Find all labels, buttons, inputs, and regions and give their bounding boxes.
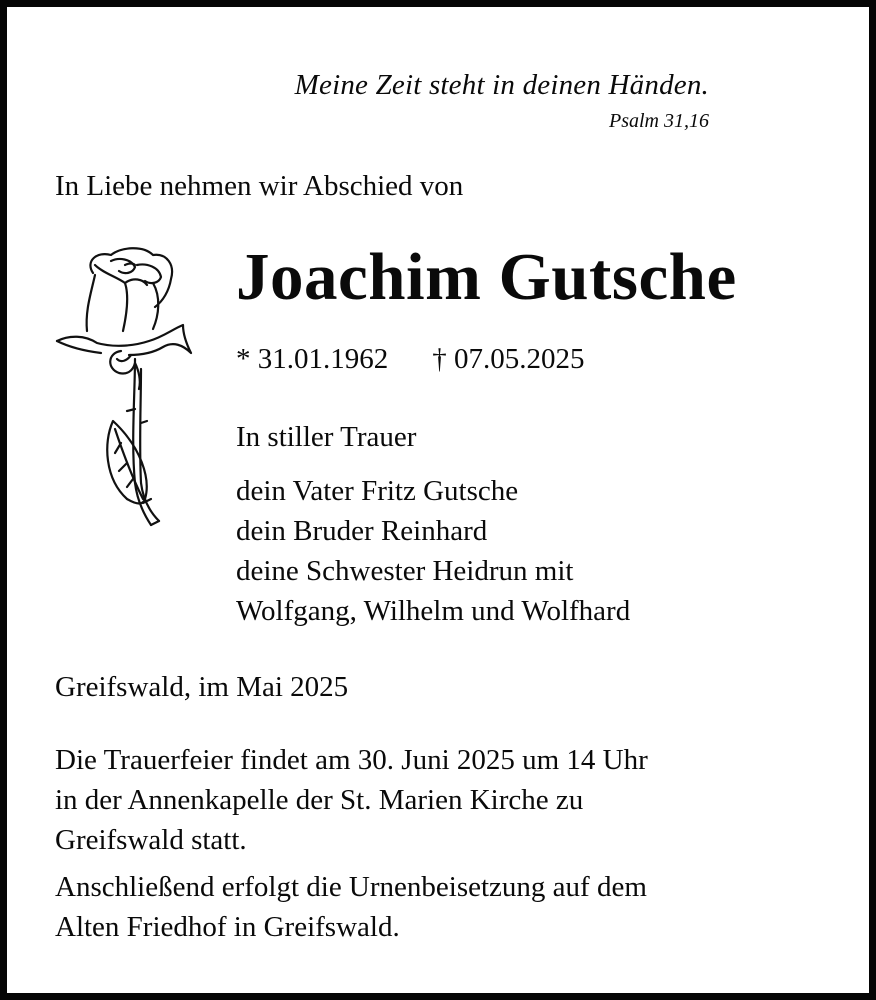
burial-line: Anschließend erfolgt die Urnenbeisetzung auf dem [55,871,647,903]
deceased-name: Joachim Gutsche [236,240,737,314]
mourning-heading: In stiller Trauer [236,421,417,453]
funeral-service-info [55,740,648,860]
mourner-line: dein Vater Fritz Gutsche [236,475,519,507]
motto-source: Psalm 31,16 [609,110,709,132]
mourners-list [236,471,630,631]
burial-line: Alten Friedhof in Greifswald. [55,911,400,943]
place-and-date: Greifswald, im Mai 2025 [55,671,349,703]
rose-icon [55,243,195,533]
death-date: † 07.05.2025 [432,343,585,375]
birth-date: * 31.01.1962 [236,343,389,375]
service-line: Greifswald statt. [55,824,247,856]
mourner-line: dein Bruder Reinhard [236,515,488,547]
service-line: Die Trauerfeier findet am 30. Juni 2025 um 14 Uhr [55,744,648,776]
intro-text: In Liebe nehmen wir Abschied von [55,170,464,202]
service-line: in der Annenkapelle der St. Marien Kirche zu [55,784,584,816]
mourner-line: deine Schwester Heidrun mit [236,555,574,587]
motto-quote: Meine Zeit steht in deinen Händen. [294,69,709,101]
mourner-line: Wolfgang, Wilhelm und Wolfhard [236,595,631,627]
burial-info [55,867,647,947]
life-dates [236,343,585,376]
